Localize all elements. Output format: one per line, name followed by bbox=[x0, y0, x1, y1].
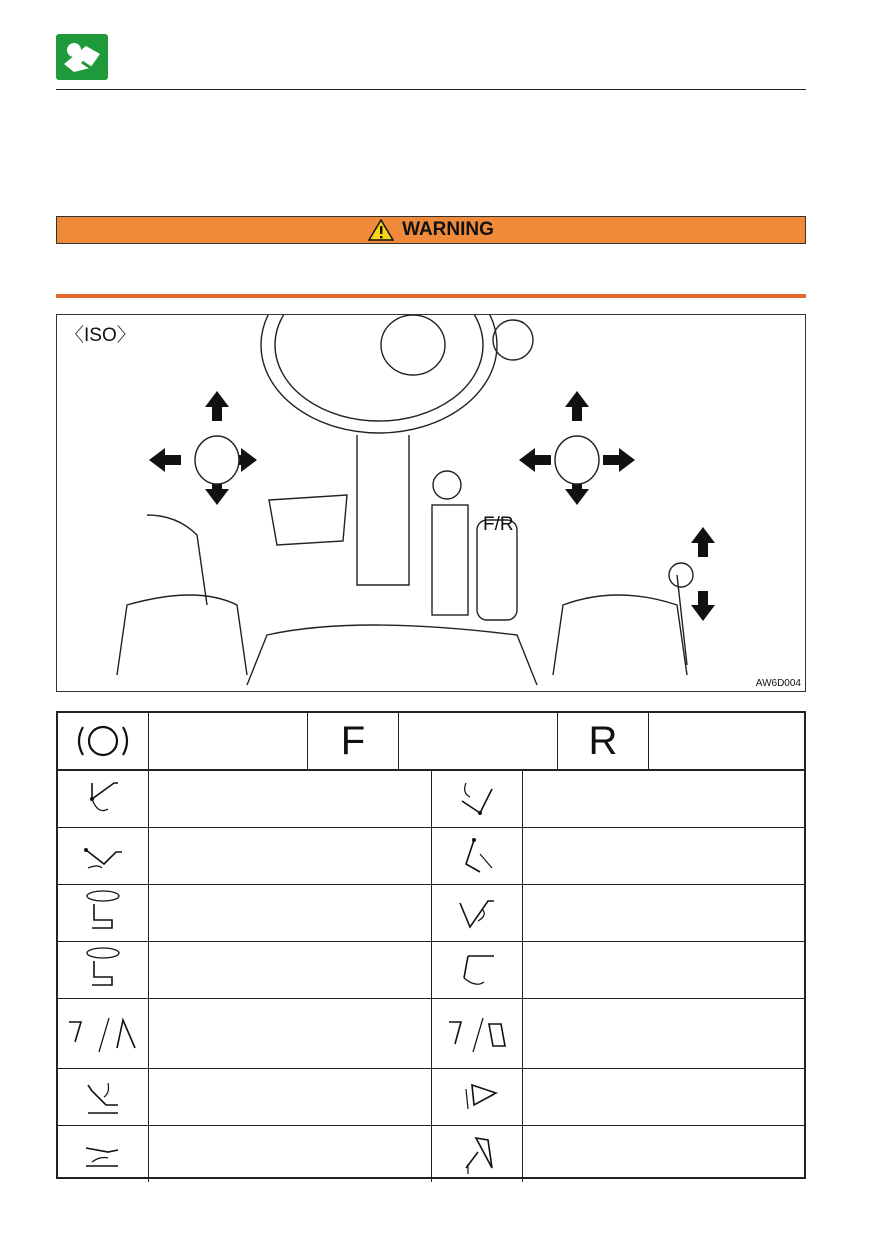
description-cell bbox=[149, 1126, 432, 1182]
arm-in-icon bbox=[432, 885, 523, 941]
forward-symbol: F bbox=[308, 713, 399, 769]
bucket-dump-icon bbox=[58, 828, 149, 884]
description-cell bbox=[149, 942, 432, 998]
control-table bbox=[56, 711, 806, 1179]
operator-hand-icon bbox=[56, 34, 108, 80]
blade-down-icon bbox=[432, 1126, 523, 1182]
section-rule bbox=[56, 294, 806, 298]
swing-right-icon bbox=[58, 942, 149, 998]
fr-switch-label: F/R bbox=[483, 514, 514, 535]
description-cell bbox=[523, 828, 804, 884]
table-row bbox=[58, 1126, 804, 1182]
header-cell bbox=[399, 713, 558, 769]
table-row bbox=[58, 885, 804, 942]
iso-label: 〈ISO〉 bbox=[65, 325, 136, 346]
table-row bbox=[58, 1069, 804, 1126]
description-cell bbox=[149, 885, 432, 941]
description-cell bbox=[523, 999, 804, 1068]
table-row bbox=[58, 828, 804, 885]
description-cell bbox=[523, 1126, 804, 1182]
description-cell bbox=[149, 828, 432, 884]
bucket-curl-icon bbox=[432, 828, 523, 884]
blade-raise-icon bbox=[432, 1069, 523, 1125]
cab-illustration bbox=[57, 315, 805, 691]
table-row bbox=[58, 942, 804, 999]
arm-out-icon bbox=[432, 942, 523, 998]
header-cell bbox=[649, 713, 804, 769]
swing-left-icon bbox=[58, 885, 149, 941]
description-cell bbox=[149, 1069, 432, 1125]
table-header-row bbox=[58, 713, 804, 771]
header-cell bbox=[149, 713, 308, 769]
control-figure bbox=[56, 314, 806, 692]
reverse-symbol: R bbox=[558, 713, 649, 769]
boom-raise-icon bbox=[432, 771, 523, 827]
description-cell bbox=[523, 1069, 804, 1125]
parking-lamp-icon bbox=[58, 713, 149, 769]
blade-lower-icon bbox=[58, 1069, 149, 1125]
warning-triangle-icon bbox=[368, 219, 394, 241]
blade-up-icon bbox=[58, 1126, 149, 1182]
pattern-change-alt-icon bbox=[432, 999, 523, 1068]
description-cell bbox=[149, 999, 432, 1068]
description-cell bbox=[523, 942, 804, 998]
table-row bbox=[58, 771, 804, 828]
header-rule bbox=[56, 89, 806, 90]
warning-banner bbox=[56, 216, 806, 244]
description-cell bbox=[523, 885, 804, 941]
pattern-change-icon bbox=[58, 999, 149, 1068]
table-row bbox=[58, 999, 804, 1069]
description-cell bbox=[523, 771, 804, 827]
figure-code: AW6D004 bbox=[755, 678, 801, 689]
boom-lower-icon bbox=[58, 771, 149, 827]
warning-label: WARNING bbox=[402, 219, 494, 240]
description-cell bbox=[149, 771, 432, 827]
